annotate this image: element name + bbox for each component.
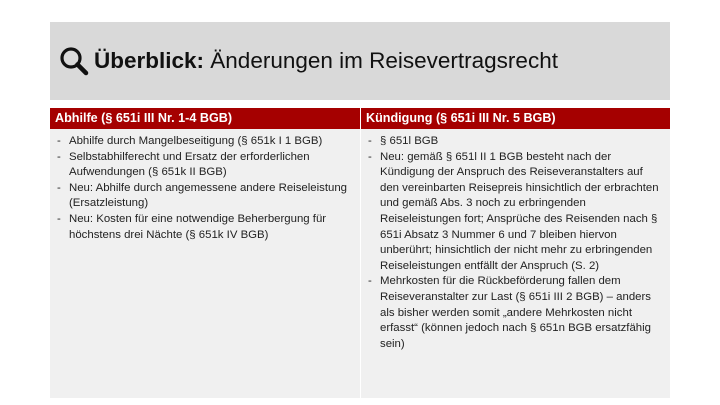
list-item: - § 651l BGB [367, 134, 664, 150]
slide-title [94, 48, 558, 74]
list-kuendigung [367, 134, 664, 352]
column-kuendigung [361, 108, 670, 398]
column-heading-kuendigung: Kündigung (§ 651i III Nr. 5 BGB) [361, 108, 670, 129]
title-rest: Änderungen im Reisevertragsrecht [204, 48, 558, 73]
list-abhilfe [56, 134, 354, 243]
list-item: - Selbstabhilferecht und Ersatz der erforderlichen Aufwendungen (§ 651k II BGB) [56, 150, 354, 181]
list-item: - Neu: gemäß § 651l II 1 BGB besteht nach der Kündigung der Anspruch des Reiseveranstalters auf den vereinbarten Reisepreis hinsichtlich der erbrachten und gemäß Abs. 3 noch zu erbringenden Reiseleistungen fort; Ansprüche des Reisenden nach § 651i Absatz 3 Nummer 6 und 7 bleiben hiervon unberührt; hinsichtlich der nicht mehr zu erbringenden Reiseleistungen entfällt der Anspruch (S. 2) [367, 150, 664, 275]
column-abhilfe [50, 108, 360, 398]
column-body-kuendigung [361, 129, 670, 398]
list-item: - Neu: Abhilfe durch angemessene andere Reiseleistung (Ersatzleistung) [56, 181, 354, 212]
comparison-table [50, 108, 670, 398]
title-bold: Überblick: [94, 48, 205, 73]
list-item: - Neu: Kosten für eine notwendige Beherbergung für höchstens drei Nächte (§ 651k IV BGB) [56, 212, 354, 243]
column-heading-abhilfe: Abhilfe (§ 651i III Nr. 1-4 BGB) [50, 108, 360, 129]
list-item: - Mehrkosten für die Rückbeförderung fallen dem Reiseveranstalter zur Last (§ 651i III 2 BGB) – anders als bisher werden somit „andere Mehrkosten nicht erfasst“ (können jedoch nach § 651n BGB ersatzfähig sein) [367, 274, 664, 352]
slide-header [50, 22, 670, 100]
magnifier-icon [58, 45, 90, 77]
column-body-abhilfe [50, 129, 360, 398]
list-item: - Abhilfe durch Mangelbeseitigung (§ 651k I 1 BGB) [56, 134, 354, 150]
